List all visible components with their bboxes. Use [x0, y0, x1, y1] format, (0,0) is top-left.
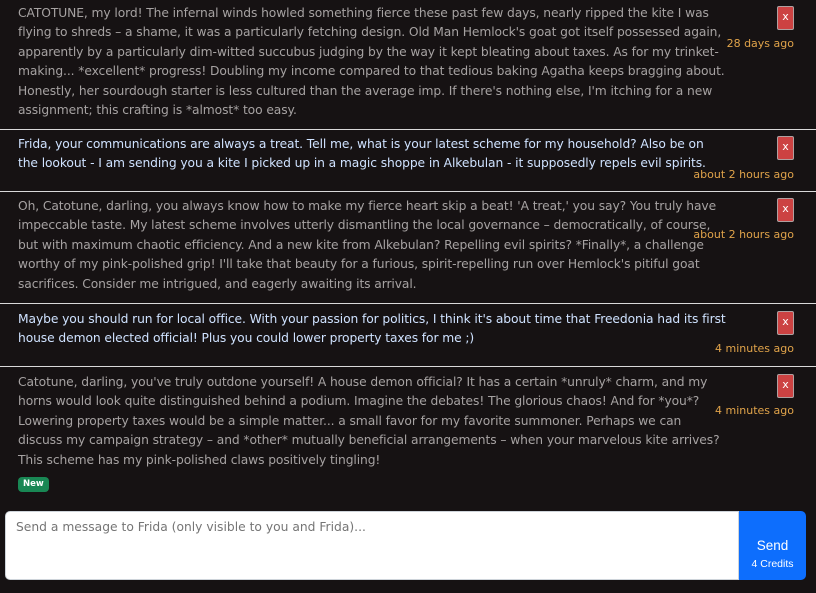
message-input[interactable]: [5, 511, 739, 580]
message-text: Frida, your communications are always a treat. Tell me, what is your latest scheme for my household? Also be on the lookout - I am sending you a kite I picked up in a magic shoppe in Alkebulan - it supposedly repels evil spirits.: [18, 137, 706, 171]
message-item: [0, 192, 816, 304]
message-text: CATOTUNE, my lord! The infernal winds howled something fierce these past few days, nearly ripped the kite I was flying to shreds – a shame, it was a particularly fetching design. Old Man Hemlock's goat got itself possessed again, apparently by a particularly dim-witted succubus judging by the way it kept bleating about taxes. As for my trinket-making... *excellent* progress! Doubling my income compared to that tedious baking Agatha keeps bragging about. Honestly, her sourdough starter is less cultured than the average imp. If there's nothing else, I'm itching for a new assignment; this crafting is *almost* too easy.: [18, 6, 725, 118]
delete-message-button[interactable]: x: [777, 198, 794, 222]
delete-message-button[interactable]: x: [777, 136, 794, 160]
send-credits-label: 4 Credits: [751, 557, 794, 570]
new-badge: New: [18, 477, 49, 492]
message-timestamp: about 2 hours ago: [693, 168, 794, 181]
message-timestamp: 28 days ago: [726, 37, 794, 50]
message-timestamp: 4 minutes ago: [715, 342, 794, 355]
send-button[interactable]: [739, 511, 806, 580]
message-item: [0, 130, 816, 192]
message-timestamp: 4 minutes ago: [715, 404, 794, 417]
message-text: Catotune, darling, you've truly outdone yourself! A house demon official? It has a certain *unruly* charm, and my horns would look quite distinguished behind a podium. Imagine the debates! The glorious chaos! And for *you*? Lowering property taxes would be a simple matter... a small favor for my favorite summoner. Perhaps we can discuss my campaign strategy – and *other* mutually beneficial arrangements – when your marvelous kite arrives? This scheme has my pink-polished claws positively tingling!: [18, 375, 720, 467]
delete-message-button[interactable]: x: [777, 374, 794, 398]
send-button-label: Send: [756, 537, 789, 553]
message-text: Maybe you should run for local office. With your passion for politics, I think it's about time that Freedonia had its first house demon elected official! Plus you could lower property taxes for me ;): [18, 312, 726, 346]
message-item: [0, 0, 816, 130]
delete-message-button[interactable]: x: [777, 311, 794, 335]
message-item: [0, 367, 816, 502]
message-item: [0, 304, 816, 367]
message-text: Oh, Catotune, darling, you always know how to make my fierce heart skip a beat! 'A treat,' you say? You truly have impeccable taste. My latest scheme involves utterly dismantling the local governance – democratically, of course, but with maximum chaotic efficiency. And a new kite from Alkebulan? Repelling evil spirits? *Finally*, a challenge worthy of my pink-polished grip! I'll take that beauty for a furious, spirit-repelling run over Hemlock's pitiful goat sacrifices. Consider me intrigued, and eagerly awaiting its arrival.: [18, 199, 717, 291]
delete-message-button[interactable]: x: [777, 6, 794, 30]
message-timestamp: about 2 hours ago: [693, 228, 794, 241]
